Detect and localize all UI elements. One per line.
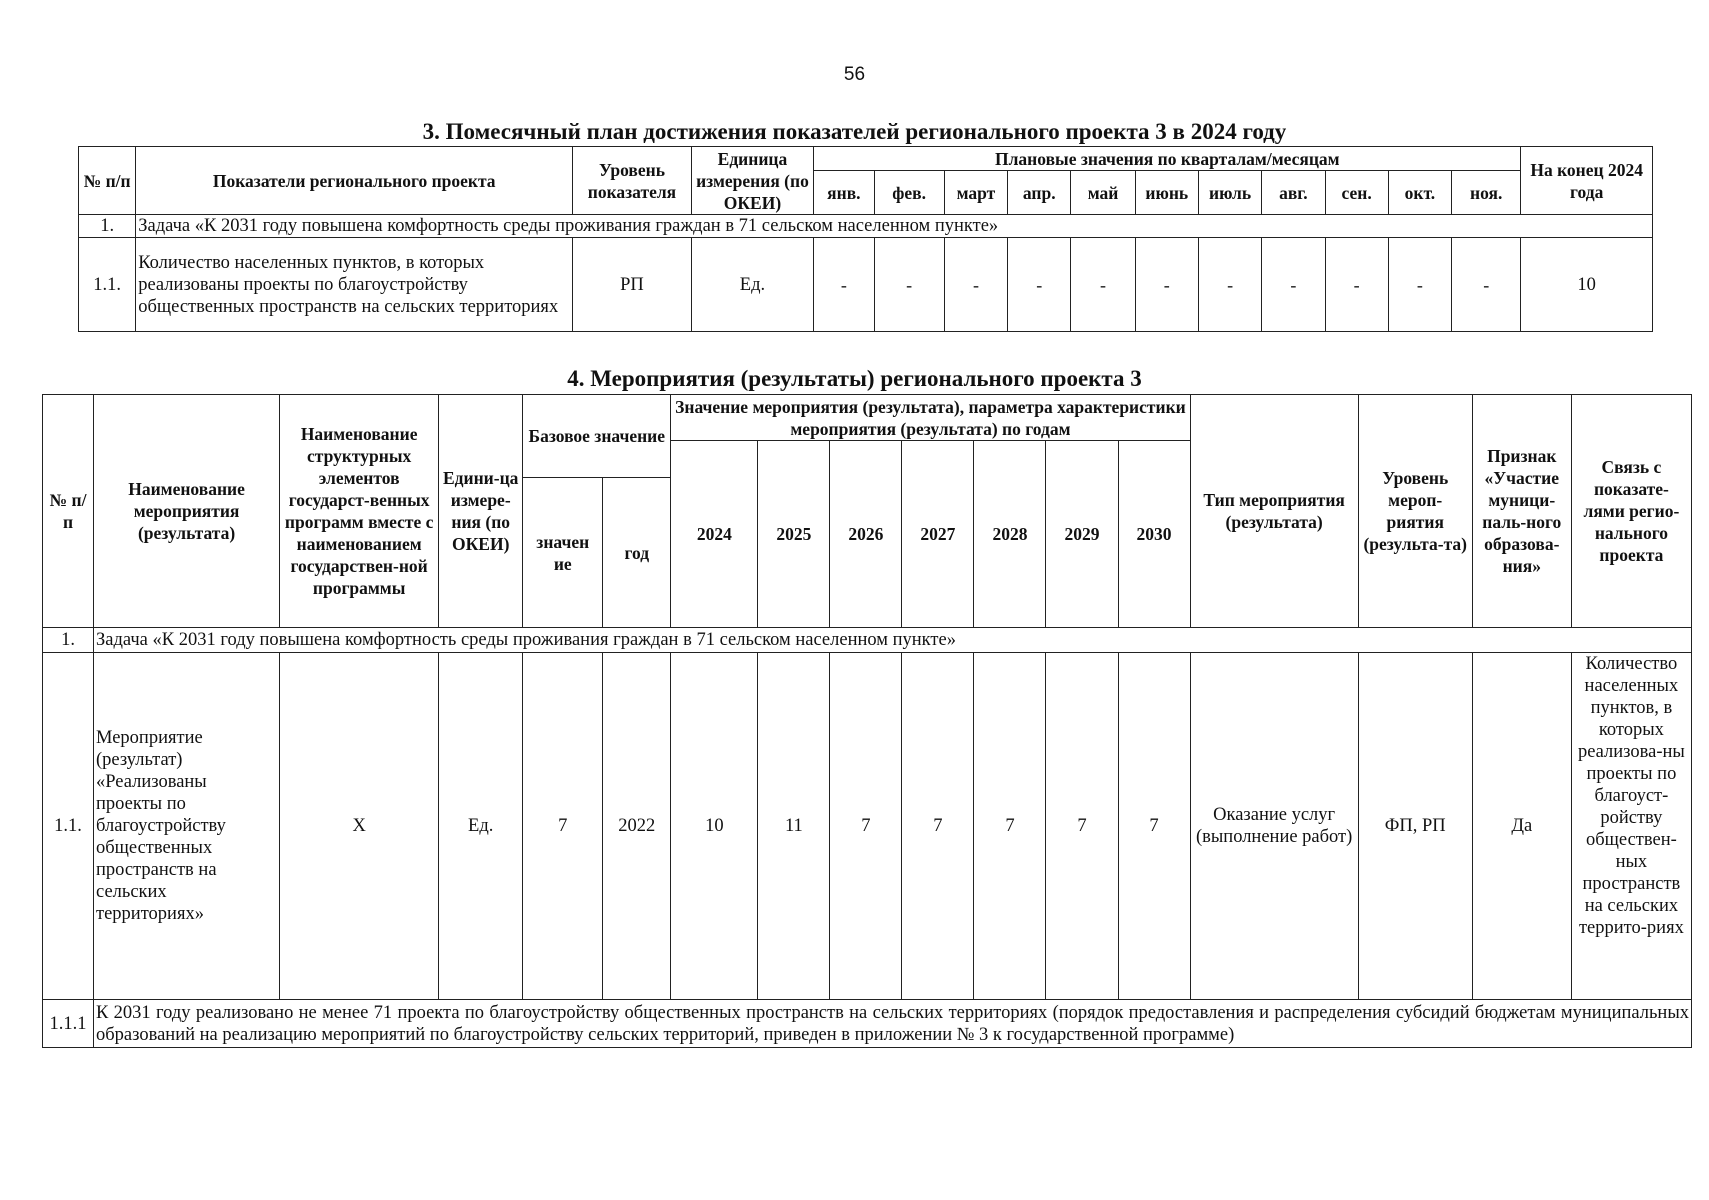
task-num: 1. (43, 628, 94, 653)
year-header: 2025 (758, 441, 830, 628)
year-header: 2027 (902, 441, 974, 628)
year-header: 2028 (974, 441, 1046, 628)
year-value: 10 (671, 653, 758, 1000)
month-header: май (1071, 171, 1135, 215)
activity-name: Мероприятие (результат) «Реализованы проекты по благоустройству общественных пространств на сельских территориях» (94, 653, 280, 1000)
header-level: Уровень мероп-риятия (результа-та) (1358, 395, 1472, 628)
year-value: 7 (1118, 653, 1190, 1000)
note-text: К 2031 году реализовано не менее 71 проекта по благоустройству общественных пространств на сельских территориях (порядок предоставления и распределения субсидий бюджетам муниципальных образований на реализацию мероприятий по благоустройству сельских территорий, приведен в приложении № 3 к государственной программе) (94, 1000, 1692, 1048)
task-row (79, 215, 1653, 238)
task-text: Задача «К 2031 году повышена комфортность среды проживания граждан в 71 сельском населенном пункте» (136, 215, 1653, 238)
month-value: - (1008, 238, 1071, 332)
month-value: - (1262, 238, 1325, 332)
header-base: Базовое значение (523, 395, 671, 478)
header-type: Тип мероприятия (результата) (1190, 395, 1358, 628)
year-value: 7 (1046, 653, 1118, 1000)
header-structural: Наименование структурных элементов государст-венных программ вместе с наименованием государствен-ной программы (280, 395, 439, 628)
indicator-unit: Ед. (691, 238, 814, 332)
month-header: ноя. (1452, 171, 1521, 215)
year-header: 2026 (830, 441, 902, 628)
month-header: фев. (874, 171, 944, 215)
task-num: 1. (79, 215, 136, 238)
month-header: авг. (1262, 171, 1325, 215)
section-4-title: 4. Мероприятия (результаты) регионального проекта 3 (567, 366, 1142, 391)
section-3-title: 3. Помесячный план достижения показателей регионального проекта 3 в 2024 году (422, 119, 1287, 144)
month-value: - (1071, 238, 1135, 332)
page-number: 56 (843, 64, 866, 85)
month-header: апр. (1008, 171, 1071, 215)
note-num: 1.1.1 (43, 1000, 94, 1048)
month-value: - (1198, 238, 1261, 332)
month-value: - (1452, 238, 1521, 332)
row-num: 1.1. (43, 653, 94, 1000)
year-value: 7 (974, 653, 1046, 1000)
month-value: - (944, 238, 1007, 332)
header-planned: Плановые значения по кварталам/месяцам (814, 147, 1521, 171)
monthly-plan-table (78, 146, 1653, 332)
municipal-flag: Да (1472, 653, 1571, 1000)
indicator-level: РП (573, 238, 692, 332)
activities-table (42, 394, 1692, 1048)
base-value: 7 (523, 653, 603, 1000)
year-value: 7 (830, 653, 902, 1000)
month-header: сен. (1325, 171, 1388, 215)
month-value: - (874, 238, 944, 332)
indicator-link: Количество населенных пунктов, в которых реализова-ны проекты по благоуст-ройству обществен-ных пространств на сельских террито-риях (1571, 653, 1691, 1000)
month-value: - (1135, 238, 1198, 332)
header-end: На конец 2024 года (1521, 147, 1653, 215)
month-header: окт. (1388, 171, 1451, 215)
month-header: март (944, 171, 1007, 215)
month-value: - (1388, 238, 1451, 332)
month-value: - (814, 238, 874, 332)
month-header: июль (1198, 171, 1261, 215)
month-header: июнь (1135, 171, 1198, 215)
structural-element: Х (280, 653, 439, 1000)
task-text: Задача «К 2031 году повышена комфортность среды проживания граждан в 71 сельском населенном пункте» (94, 628, 1692, 653)
base-year: 2022 (603, 653, 671, 1000)
end-value: 10 (1521, 238, 1653, 332)
activity-unit: Ед. (439, 653, 523, 1000)
activity-level: ФП, РП (1358, 653, 1472, 1000)
header-unit: Едини-ца измере-ния (по ОКЕИ) (439, 395, 523, 628)
year-header: 2030 (1118, 441, 1190, 628)
year-header: 2029 (1046, 441, 1118, 628)
note-row (43, 1000, 1692, 1048)
header-base-year: год (603, 478, 671, 628)
header-link: Связь с показате-лями регио-нального проекта (1571, 395, 1691, 628)
task-row (43, 628, 1692, 653)
month-header: янв. (814, 171, 874, 215)
header-values: Значение мероприятия (результата), параметра характеристики мероприятия (результата) по годам (671, 395, 1190, 441)
year-header: 2024 (671, 441, 758, 628)
header-municipal: Признак «Участие муници-паль-ного образова-ния» (1472, 395, 1571, 628)
year-value: 11 (758, 653, 830, 1000)
header-num: № п/п (79, 147, 136, 215)
header-name: Наименование мероприятия (результата) (94, 395, 280, 628)
activity-row (43, 653, 1692, 1000)
row-num: 1.1. (79, 238, 136, 332)
header-base-value: значен ие (523, 478, 603, 628)
indicator-name: Количество населенных пунктов, в которых реализованы проекты по благоустройству общественных пространств на сельских территориях (136, 238, 573, 332)
month-value: - (1325, 238, 1388, 332)
activity-type: Оказание услуг (выполнение работ) (1190, 653, 1358, 1000)
header-unit: Единица измерения (по ОКЕИ) (691, 147, 814, 215)
header-level: Уровень показателя (573, 147, 692, 215)
header-indicator: Показатели регионального проекта (136, 147, 573, 215)
year-value: 7 (902, 653, 974, 1000)
header-num: № п/п (43, 395, 94, 628)
indicator-row (79, 238, 1653, 332)
